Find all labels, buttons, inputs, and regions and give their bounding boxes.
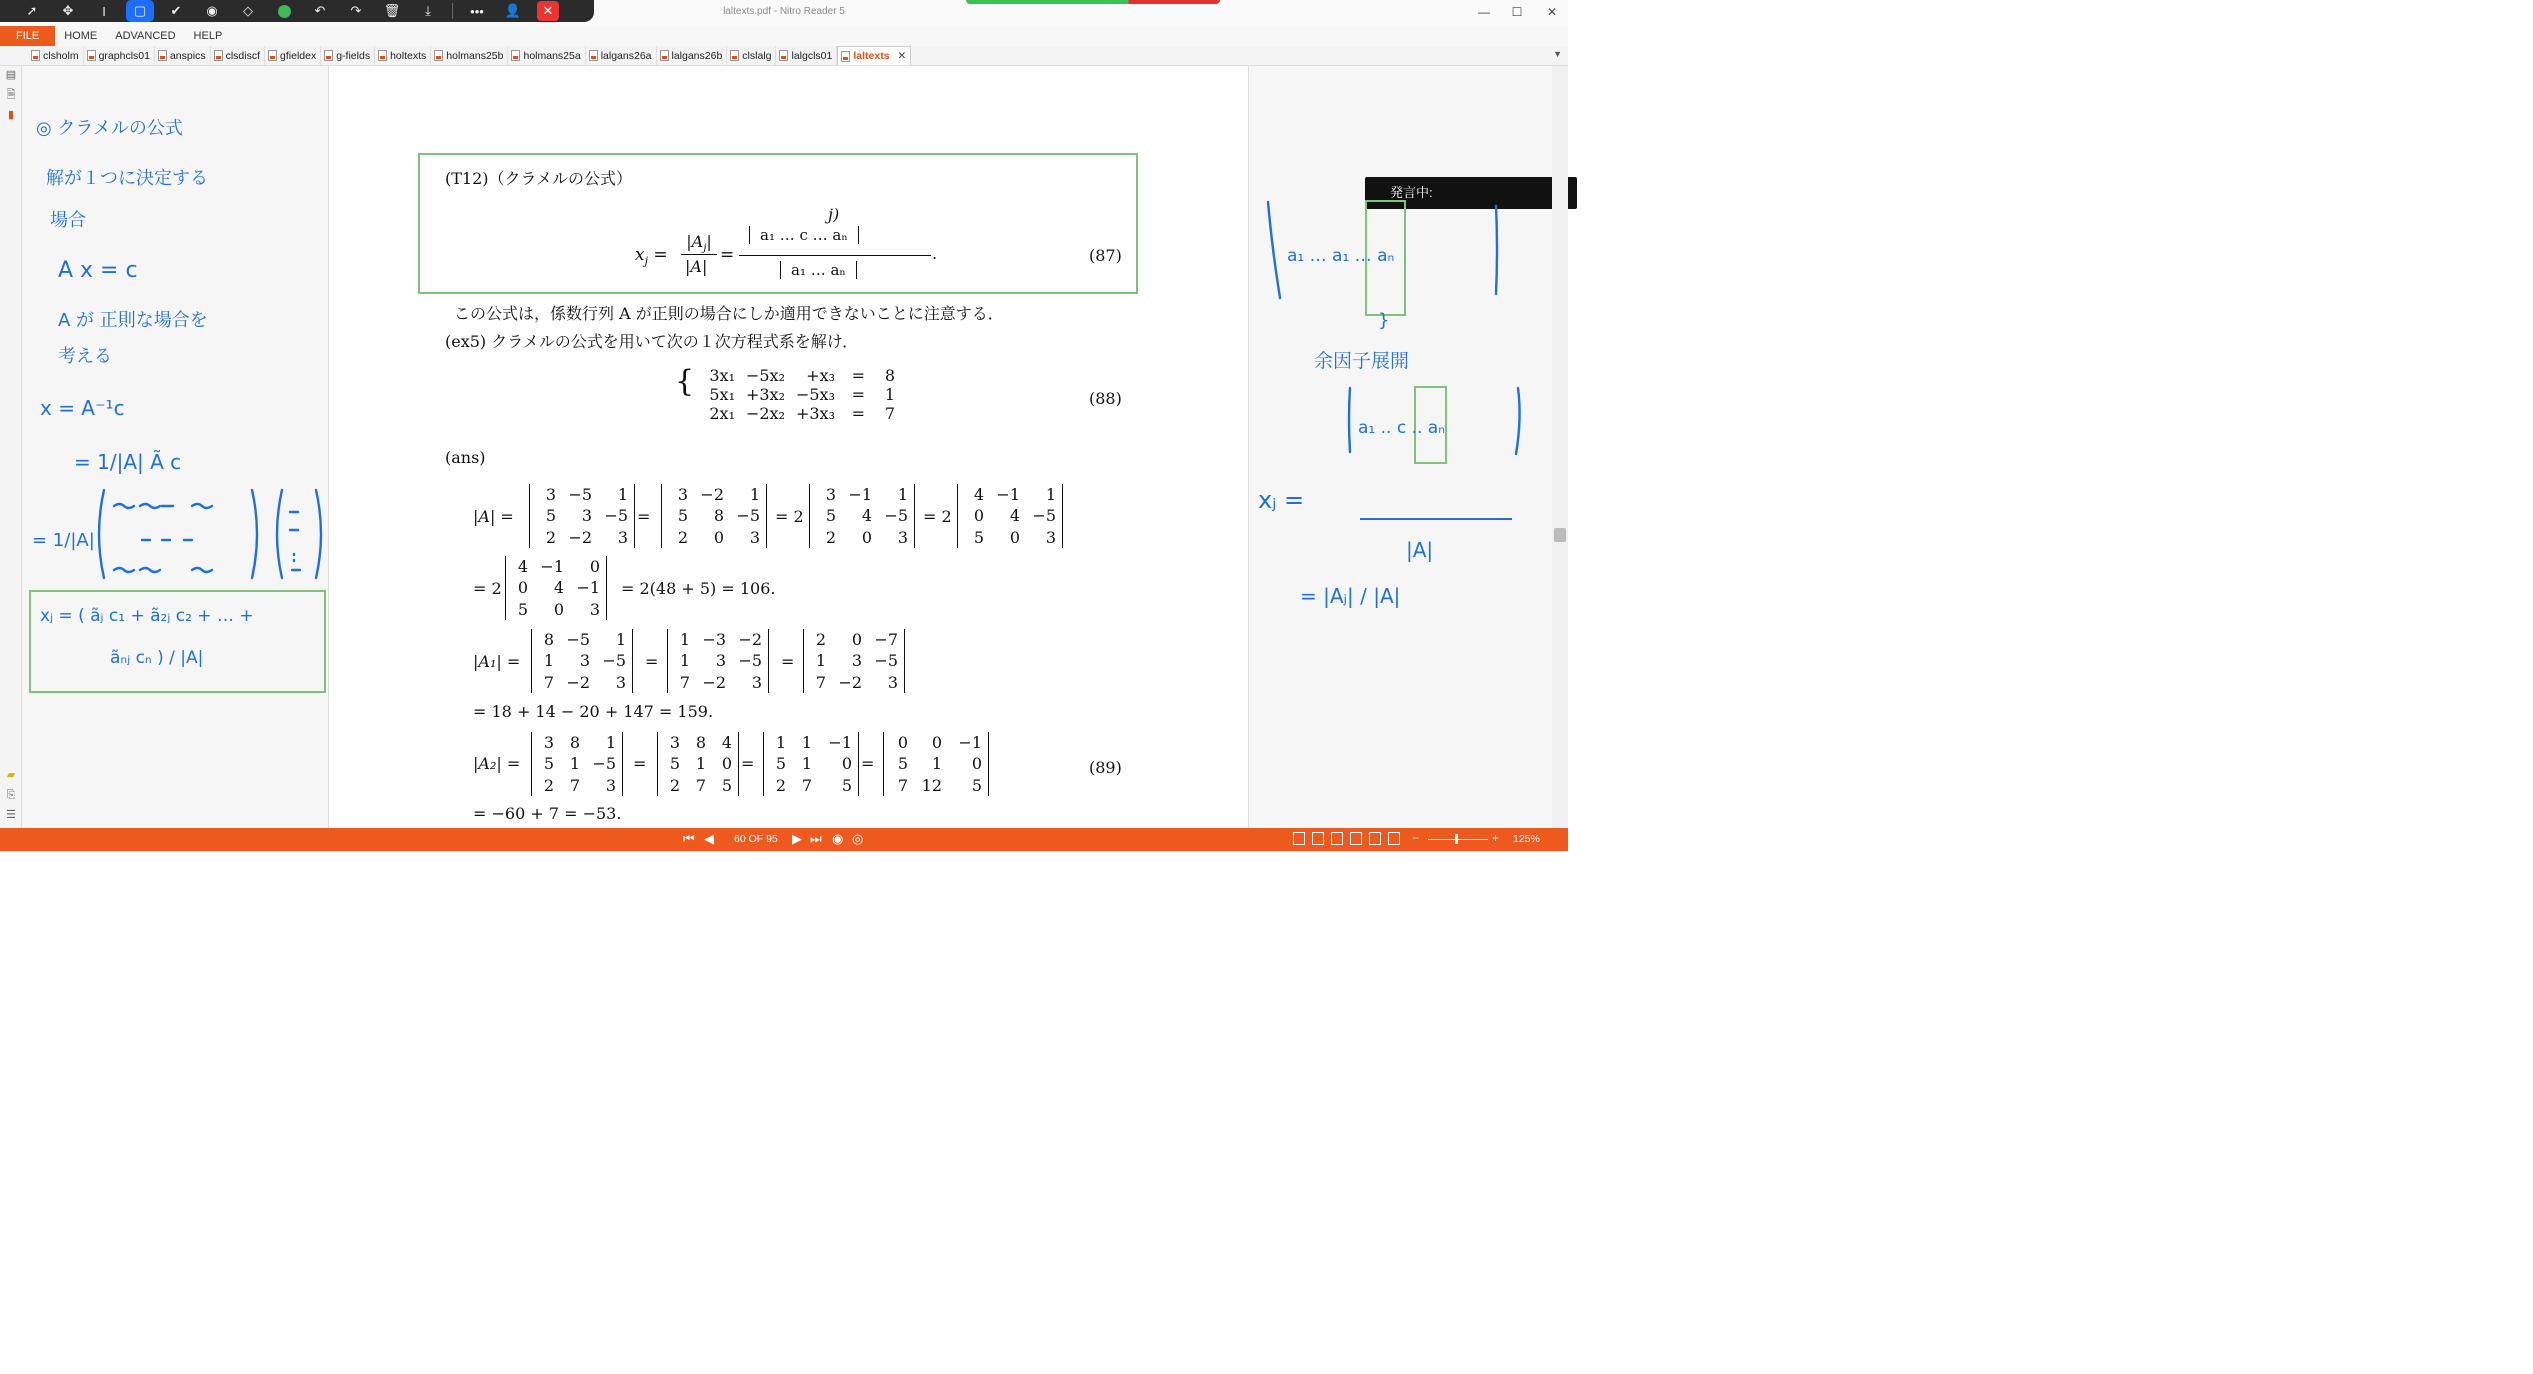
matrix-cell: 0: [517, 578, 528, 598]
matrix-cell: −1: [828, 733, 852, 753]
theorem-title: (T12)（クラメルの公式）: [445, 169, 633, 188]
system-cell: 1: [884, 385, 895, 404]
back-view-icon[interactable]: ◉: [832, 831, 844, 846]
tab-clslalg[interactable]: [727, 46, 776, 65]
matrix-cell: 0: [973, 506, 984, 526]
matrix-cell: 7: [897, 775, 908, 795]
matrix-cell: 2: [543, 775, 554, 795]
system-cell: +3x₃: [795, 404, 835, 423]
note-unique-solution: 解が１つに決定する: [46, 168, 208, 189]
matrix-cell: −2: [566, 672, 590, 692]
user-icon[interactable]: 👤: [504, 3, 522, 18]
tab-label: lalgans26b: [671, 49, 723, 62]
system-brace: {: [675, 364, 695, 399]
menu-bar: [0, 26, 1568, 46]
redo-icon[interactable]: ↷: [350, 3, 362, 18]
detA-result: = 2(48 + 5) = 106.: [621, 579, 776, 598]
matrix-cell: 2: [545, 527, 556, 547]
right-cofactor-expansion: 余因子展開: [1314, 350, 1410, 372]
matrix-cell: 1: [749, 485, 760, 505]
tab-lalgans26b[interactable]: [657, 46, 728, 65]
matrix-cell: 5: [669, 754, 680, 774]
right-fraction-line: [1360, 518, 1512, 520]
eq87-number: (87): [1089, 246, 1122, 265]
matrix-cell: 3: [617, 527, 628, 547]
document-tab-bar: [0, 46, 1568, 66]
pdf-file-icon: [31, 50, 40, 61]
tab-label: lalgans26a: [600, 49, 652, 62]
tab-label: laltexts: [853, 50, 890, 62]
matrix-cell: 0: [851, 630, 862, 650]
system-cell: =: [851, 385, 865, 404]
matrix-cell: 3: [751, 672, 762, 692]
pointer-icon[interactable]: ➚: [26, 3, 38, 18]
matrix-cell: 5: [897, 754, 908, 774]
zoom-slider-knob[interactable]: [1455, 834, 1458, 844]
tab-holtexts[interactable]: [375, 46, 431, 65]
eq87-period: .: [932, 244, 938, 263]
tab-lalgcls01[interactable]: [776, 46, 837, 65]
eq87-frac-line: [681, 254, 717, 255]
detA2-result: = −60 + 7 = −53.: [473, 804, 622, 823]
detA-row2-matrix: [505, 556, 607, 620]
matrix-cell: 8: [543, 630, 554, 650]
matrix-cell: 0: [553, 599, 564, 619]
tab-label: g-fields: [336, 49, 371, 62]
more-icon[interactable]: •••: [470, 3, 484, 19]
matrix-cell: −5: [1032, 506, 1056, 526]
matrix-cell: 3: [615, 672, 626, 692]
tab-list-chevron-icon[interactable]: ▼: [1553, 49, 1562, 59]
status-bar: [0, 828, 1568, 851]
tab-lalgans26a[interactable]: [586, 46, 657, 65]
zoom-out-icon[interactable]: −: [1412, 831, 1420, 845]
note-box-line2: ãₙⱼ cₙ ) / |A|: [110, 648, 204, 668]
matrix-cell: 3: [669, 733, 680, 753]
first-page-icon[interactable]: ⏮: [683, 831, 695, 846]
pan-icon[interactable]: ✥: [62, 3, 74, 18]
pdf-file-icon: [324, 50, 333, 61]
matrix-cell: 3: [715, 651, 726, 671]
right-result: = |Aⱼ| / |A|: [1300, 584, 1401, 608]
window-title: laltexts.pdf - Nitro Reader 5: [723, 6, 845, 17]
menu-file[interactable]: FILE: [0, 26, 55, 46]
matrix-cell: 3: [825, 485, 836, 505]
matrix-cell: −5: [592, 754, 616, 774]
matrix-cell: 0: [721, 754, 732, 774]
tab-label: clsdiscf: [225, 49, 261, 62]
pdf-file-icon: [589, 50, 598, 61]
matrix-cell: 7: [695, 775, 706, 795]
matrix-cell: 1: [679, 651, 690, 671]
vertical-scrollbar[interactable]: [1552, 66, 1568, 828]
matrix-cell: 5: [677, 506, 688, 526]
matrix-cell: 3: [579, 651, 590, 671]
matrix-cell: 2: [825, 527, 836, 547]
document-viewer[interactable]: [22, 66, 1568, 828]
tab-gfieldex[interactable]: [265, 46, 321, 65]
speaker-level-bar: [966, 0, 1220, 4]
matrix-cell: −5: [568, 485, 592, 505]
eq87-frac-numerator: $|A_j|$: [686, 232, 712, 255]
equals-two: = 2: [473, 579, 502, 598]
matrix-cell: 3: [1045, 527, 1056, 547]
matrix-cell: −1: [958, 733, 982, 753]
tab-label: holmans25a: [523, 49, 581, 62]
detA-matrix-1: [529, 484, 635, 548]
eq87-subscript: j: [644, 254, 649, 268]
matrix-cell: 1: [801, 754, 812, 774]
eq87-frac-denominator: |A|: [685, 257, 708, 276]
matrix-cell: 4: [1009, 506, 1020, 526]
tab-g-fields[interactable]: [321, 46, 375, 65]
eq87-numerator-det: a₁ … c … aₙ: [749, 226, 859, 244]
pdf-file-icon: [378, 50, 387, 61]
answer-label: (ans): [445, 448, 486, 467]
matrix-cell: 1: [815, 651, 826, 671]
j-column-label: j): [828, 205, 840, 224]
app-window: [0, 0, 1568, 851]
equals-two: = 2: [923, 507, 952, 526]
matrix-cell: 3: [545, 485, 556, 505]
matrix-cell: −1: [996, 485, 1020, 505]
eq87-num-text: |A: [686, 232, 704, 251]
matrix-cell: −2: [838, 672, 862, 692]
detA1-result: = 18 + 14 − 20 + 147 = 159.: [473, 702, 714, 721]
detA2-matrix-3: [763, 732, 859, 796]
forward-view-icon[interactable]: ◎: [852, 831, 864, 846]
matrix-cell: 3: [887, 672, 898, 692]
matrix-cell: 0: [1009, 527, 1020, 547]
tab-clsholm[interactable]: [28, 46, 84, 65]
right-det-row-1: a₁ … a₁ … aₙ: [1287, 246, 1395, 266]
matrix-cell: 5: [973, 527, 984, 547]
matrix-cell: 1: [897, 485, 908, 505]
equals-two: = 2: [775, 507, 804, 526]
single-page-icon[interactable]: [1293, 832, 1305, 845]
detA1-matrix-2: [667, 629, 769, 693]
matrix-cell: 5: [543, 754, 554, 774]
matrix-cell: 5: [545, 506, 556, 526]
matrix-cell: −7: [874, 630, 898, 650]
exercise-5: (ex5) クラメルの公式を用いて次の１次方程式系を解け．: [445, 332, 859, 351]
matrix-cell: 2: [677, 527, 688, 547]
tab-holmans25a[interactable]: [508, 46, 585, 65]
eraser-icon[interactable]: ◇: [243, 3, 253, 18]
detA1-label: |A₁| =: [473, 652, 521, 671]
maximize-button[interactable]: ☐: [1511, 5, 1523, 19]
matrix-cell: 3: [589, 599, 600, 619]
tab-label: anspics: [169, 49, 206, 62]
note-consider: 考える: [58, 346, 112, 367]
matrix-cell: 0: [897, 733, 908, 753]
matrix-cell: 7: [569, 775, 580, 795]
menu-help[interactable]: HELP: [193, 30, 223, 42]
matrix-cell: 1: [679, 630, 690, 650]
page-indicator[interactable]: 60 OF 95: [734, 833, 778, 845]
matrix-cell: 0: [931, 733, 942, 753]
note-ax-eq-c: A x = c: [58, 258, 138, 283]
pdf-file-icon: [158, 50, 167, 61]
next-page-icon[interactable]: ▶: [792, 831, 802, 846]
equation-system: [691, 366, 895, 423]
eq87-x: x: [635, 245, 645, 265]
note-cramer-title: ◎ クラメルの公式: [36, 118, 183, 139]
bookmark-icon[interactable]: ▮: [7, 109, 15, 121]
detA2-matrix-2: [657, 732, 739, 796]
pdf-file-icon: [214, 50, 223, 61]
equals-sign: =: [645, 652, 659, 671]
undo-icon[interactable]: ↶: [314, 3, 326, 18]
matrix-cell: −5: [736, 506, 760, 526]
right-det-row-2: a₁ .. c .. aₙ: [1358, 418, 1446, 438]
toolbar-separator: [452, 3, 453, 19]
matrix-cell: 3: [581, 506, 592, 526]
eq87-big-frac-line: [739, 255, 931, 256]
equals-sign: =: [637, 507, 651, 526]
matrix-cell: 0: [589, 557, 600, 577]
matrix-cell: 7: [815, 672, 826, 692]
system-cell: =: [851, 366, 865, 385]
system-cell: −5x₂: [745, 366, 785, 385]
system-cell: 2x₁: [709, 404, 735, 423]
annotation-toolbar: [0, 0, 594, 22]
pdf-file-icon: [511, 50, 520, 61]
matrix-cell: 5: [825, 506, 836, 526]
pdf-file-icon: [779, 50, 788, 61]
matrix-cell: 1: [1045, 485, 1056, 505]
detA-matrix-3: [809, 484, 915, 548]
eq89-number: (89): [1089, 758, 1122, 777]
tab-anspics[interactable]: [155, 46, 211, 65]
last-page-icon[interactable]: ⏭: [810, 831, 822, 846]
pdf-file-icon: [434, 50, 443, 61]
facing-icon[interactable]: [1331, 832, 1343, 845]
matrix-cell: −2: [700, 485, 724, 505]
tab-label: lalgcls01: [791, 49, 833, 62]
check-icon[interactable]: ✔: [170, 3, 182, 18]
matrix-cell: 1: [931, 754, 942, 774]
fit-page-icon[interactable]: [1388, 832, 1400, 845]
matrix-cell: 4: [517, 557, 528, 577]
matrix-cell: −2: [568, 527, 592, 547]
matrix-cell: −5: [884, 506, 908, 526]
matrix-cell: −2: [738, 630, 762, 650]
close-window-button[interactable]: ✕: [1546, 5, 1558, 19]
eq87-equals: =: [720, 245, 735, 265]
stamp-icon[interactable]: ◉: [206, 3, 218, 18]
note-matrix-form: = 1/|A|: [32, 530, 95, 551]
matrix-cell: 8: [569, 733, 580, 753]
facing-continuous-icon[interactable]: [1350, 832, 1362, 845]
thumbnails-icon[interactable]: ▤: [5, 69, 17, 81]
matrix-cell: −5: [604, 506, 628, 526]
matrix-cell: 7: [679, 672, 690, 692]
matrix-cell: 7: [801, 775, 812, 795]
system-cell: +3x₂: [745, 385, 785, 404]
matrix-cell: 3: [677, 485, 688, 505]
matrix-cell: 5: [971, 775, 982, 795]
equals-sign: =: [633, 754, 647, 773]
matrix-cell: 1: [615, 630, 626, 650]
system-cell: 7: [884, 404, 895, 423]
pdf-file-icon: [841, 51, 850, 62]
matrix-cell: −1: [540, 557, 564, 577]
matrix-cell: 0: [713, 527, 724, 547]
prev-page-icon[interactable]: ◀: [704, 831, 714, 846]
note-adj: = 1/|A| Ã c: [74, 450, 182, 474]
matrix-cell: 4: [973, 485, 984, 505]
zoom-in-icon[interactable]: +: [1492, 831, 1500, 845]
detA2-matrix-1: [531, 732, 623, 796]
pdf-file-icon: [87, 50, 96, 61]
pages-icon[interactable]: 🗎: [6, 89, 16, 101]
system-cell: 5x₁: [709, 385, 735, 404]
matrix-cell: −1: [576, 578, 600, 598]
matrix-cell: 1: [617, 485, 628, 505]
matrix-cell: −5: [738, 651, 762, 671]
tab-graphcls01[interactable]: [84, 46, 155, 65]
note-x-inverse: x = A⁻¹c: [40, 396, 125, 420]
detA-label: |A| =: [473, 507, 514, 526]
detA2-label: |A₂| =: [473, 754, 521, 773]
matrix-cell: 2: [669, 775, 680, 795]
matrix-cell: 8: [713, 506, 724, 526]
equals-sign: =: [741, 754, 755, 773]
note-matrix-sketch: [92, 484, 332, 584]
matrix-cell: 4: [553, 578, 564, 598]
matrix-cell: −5: [602, 651, 626, 671]
matrix-cell: 0: [971, 754, 982, 774]
scrollbar-thumb[interactable]: [1554, 528, 1566, 542]
system-cell: =: [851, 404, 865, 423]
pdf-page: [328, 66, 1249, 828]
matrix-cell: 1: [775, 733, 786, 753]
eq87-denominator-det: a₁ … aₙ: [780, 261, 857, 279]
detA-matrix-4: [957, 484, 1063, 548]
equals-sign: =: [781, 652, 795, 671]
matrix-cell: 7: [543, 672, 554, 692]
detA-matrix-2: [661, 484, 767, 548]
zoom-level[interactable]: 125%: [1513, 833, 1540, 845]
eq88-number: (88): [1089, 389, 1122, 408]
note-box-line1: xⱼ = ( ãⱼ c₁ + ã₂ⱼ c₂ + … +: [40, 606, 254, 626]
matrix-cell: 2: [775, 775, 786, 795]
matrix-cell: 3: [543, 733, 554, 753]
tab-label: gfieldex: [280, 49, 317, 62]
matrix-cell: 12: [921, 775, 942, 795]
download-icon[interactable]: ⤓: [425, 3, 431, 18]
pdf-file-icon: [660, 50, 669, 61]
system-cell: 3x₁: [709, 366, 735, 385]
matrix-cell: 8: [695, 733, 706, 753]
note-regular: A が 正則な場合を: [58, 310, 208, 331]
matrix-cell: 5: [841, 775, 852, 795]
tab-label: holtexts: [390, 49, 427, 62]
matrix-cell: 5: [721, 775, 732, 795]
eq87-lhs: $x_j$ =: [635, 245, 668, 268]
rectangle-icon[interactable]: ▢: [126, 0, 154, 22]
tab-close-icon[interactable]: ✕: [897, 50, 907, 62]
system-cell: +x₃: [806, 366, 835, 385]
text-cursor-icon[interactable]: I: [102, 3, 106, 19]
matrix-cell: −1: [848, 485, 872, 505]
matrix-cell: −5: [874, 651, 898, 671]
fit-width-icon[interactable]: [1369, 832, 1381, 845]
right-xj-equals: xⱼ =: [1258, 486, 1305, 514]
close-icon[interactable]: ✕: [537, 1, 559, 21]
right-brace: }: [1378, 310, 1390, 331]
matrix-cell: 3: [851, 651, 862, 671]
equals-sign: =: [861, 754, 875, 773]
matrix-cell: 3: [605, 775, 616, 795]
system-cell: −2x₂: [745, 404, 785, 423]
matrix-cell: 5: [775, 754, 786, 774]
matrix-cell: −2: [702, 672, 726, 692]
system-cell: 8: [884, 366, 895, 385]
matrix-cell: 1: [569, 754, 580, 774]
right-det-a: |A|: [1406, 538, 1434, 562]
trash-icon[interactable]: 🗑: [383, 3, 401, 18]
matrix-cell: 1: [605, 733, 616, 753]
matrix-cell: 4: [721, 733, 732, 753]
left-panel-strip: [0, 66, 22, 828]
tab-label: graphcls01: [98, 49, 150, 62]
matrix-cell: 3: [897, 527, 908, 547]
tab-clsdiscf[interactable]: [211, 46, 265, 65]
tab-laltexts[interactable]: [837, 46, 911, 65]
matrix-cell: 1: [695, 754, 706, 774]
zoom-slider[interactable]: [1428, 839, 1488, 840]
matrix-cell: 5: [517, 599, 528, 619]
tab-label: holmans25b: [446, 49, 504, 62]
comments-icon[interactable]: ▰: [6, 769, 16, 781]
matrix-cell: 1: [543, 651, 554, 671]
tab-label: clslalg: [742, 49, 772, 62]
speaking-indicator: 発言中:: [1365, 177, 1577, 209]
matrix-cell: 0: [841, 754, 852, 774]
tab-holmans25b[interactable]: [431, 46, 508, 65]
menu-home[interactable]: HOME: [64, 30, 98, 42]
attachments-icon[interactable]: ⎘: [6, 789, 16, 801]
minimize-button[interactable]: —: [1478, 5, 1490, 19]
matrix-cell: 1: [801, 733, 812, 753]
detA1-matrix-3: [803, 629, 905, 693]
detA1-matrix-1: [531, 629, 633, 693]
menu-advanced[interactable]: ADVANCED: [115, 30, 176, 42]
matrix-cell: −3: [702, 630, 726, 650]
pdf-file-icon: [730, 50, 739, 61]
pdf-file-icon: [268, 50, 277, 61]
regularity-note: この公式は，係数行列 A が正則の場合にしか適用できないことに注意する．: [454, 304, 1004, 323]
continuous-icon[interactable]: [1312, 832, 1324, 845]
layers-icon[interactable]: ☰: [6, 809, 16, 821]
matrix-cell: 2: [815, 630, 826, 650]
matrix-cell: −5: [566, 630, 590, 650]
matrix-cell: 0: [861, 527, 872, 547]
detA2-matrix-4: [883, 732, 989, 796]
system-cell: −5x₃: [795, 385, 835, 404]
matrix-cell: 3: [749, 527, 760, 547]
tab-label: clsholm: [43, 49, 79, 62]
green-dot-icon[interactable]: [266, 0, 302, 22]
matrix-cell: 4: [861, 506, 872, 526]
note-case: 場合: [50, 210, 86, 231]
